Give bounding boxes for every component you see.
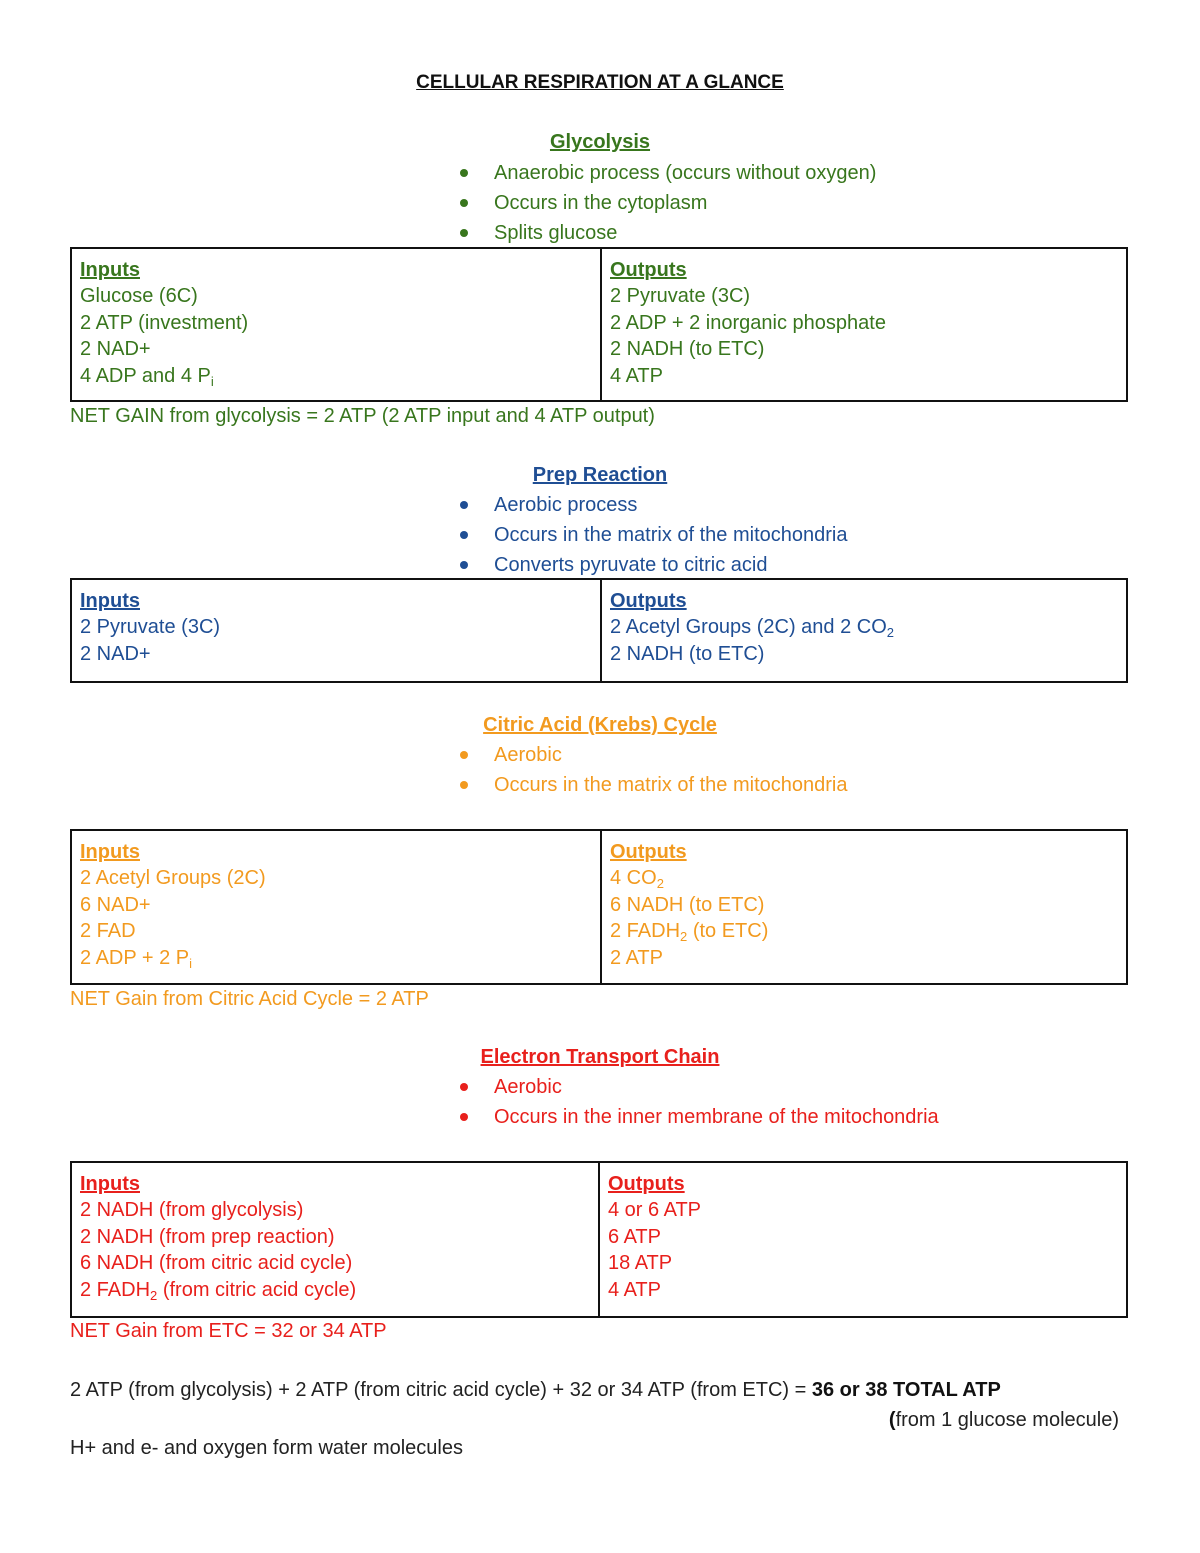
prep-table [70,578,1128,683]
output-row: 2 Acetyl Groups (2C) and 2 $CO_2$ [610,616,895,640]
bullet-icon [460,1113,468,1121]
water-note: H+ and e- and oxygen form water molecules [70,1437,463,1459]
input-row: 2 ATP (investment) [80,311,249,334]
total-atp-value: 36 or 38 TOTAL ATP [811,1379,1001,1401]
glycolysis-net-gain: NET GAIN from glycolysis = 2 ATP (2 ATP input and 4 ATP output) [70,405,655,427]
output-row: 2 Pyruvate (3C) [610,285,751,307]
etc-outputs-cell [600,1163,1126,1316]
output-row: 6 ATP [608,1225,661,1248]
inputs-header: Inputs [80,259,140,281]
glycolysis-bullet-list [460,158,876,248]
etc-bullet-list [460,1072,939,1132]
input-row: 2 NADH (from prep reaction) [80,1225,335,1248]
prep-heading: Prep Reaction [532,464,668,486]
input-row: 6 NAD+ [80,893,151,916]
output-row: 4 ATP [610,364,663,387]
bullet-icon [460,561,468,569]
subscript: 2 [656,876,664,891]
bullet-icon [460,781,468,789]
total-atp-summary [70,1379,1001,1402]
subscript: i [210,373,214,389]
output-row: 2 $FADH_2$ (to ETC) [610,920,769,944]
list-item: Aerobic process [460,490,847,520]
summary-glucose-note: (from 1 glucose molecule) [888,1409,1119,1431]
inputs-header: Inputs [80,841,140,863]
outputs-header: Outputs [608,1173,685,1195]
input-row: 2 Pyruvate (3C) [80,616,221,638]
glycolysis-table [70,247,1128,402]
bullet-icon [460,531,468,539]
output-row: 4 $CO_2$ [610,867,664,891]
subscript: 2 [150,1287,158,1303]
bullet-icon [460,1083,468,1091]
output-row: 4 or 6 ATP [608,1199,702,1221]
krebs-table [70,829,1128,985]
krebs-outputs-cell [602,831,1126,983]
prep-outputs-cell [602,580,1126,681]
etc-table [70,1161,1128,1318]
list-item: Aerobic [460,740,847,770]
glycolysis-outputs-cell [602,249,1126,400]
output-row: 2 ATP [610,946,663,969]
output-row: 2 ADP + 2 inorganic phosphate [610,311,886,334]
summary-text: 2 ATP (from glycolysis) + 2 ATP (from citric acid cycle) + 32 or 34 ATP (from ETC) = [70,1379,812,1401]
list-item: Occurs in the matrix of the mitochondria [460,520,847,550]
subscript: 2 [680,929,688,944]
bullet-icon [460,229,468,237]
bullet-icon [460,199,468,207]
etc-inputs-cell [72,1163,600,1316]
etc-net-gain: NET Gain from ETC = 32 or 34 ATP [70,1320,387,1342]
inputs-header: Inputs [80,590,140,612]
outputs-header: Outputs [610,590,687,612]
outputs-header: Outputs [610,841,687,863]
prep-bullet-list [460,490,847,580]
list-item: Converts pyruvate to citric acid [460,550,847,580]
bullet-icon [460,751,468,759]
glycolysis-inputs-cell [72,249,602,400]
input-row: 2 ADP + 2 $P_i$ [80,946,193,971]
krebs-bullet-list [460,740,847,800]
input-row: 2 NAD+ [80,338,151,360]
bullet-icon [460,501,468,509]
list-item: Anaerobic process (occurs without oxygen) [460,158,876,188]
subscript: i [189,955,193,971]
krebs-heading: Citric Acid (Krebs) Cycle [483,714,717,736]
prep-inputs-cell [72,580,602,681]
input-row: 2 NAD+ [80,642,151,665]
list-item: Occurs in the inner membrane of the mitochondria [460,1102,939,1132]
krebs-inputs-cell [72,831,602,983]
output-row: 2 NADH (to ETC) [610,642,765,665]
inputs-header: Inputs [80,1173,140,1195]
krebs-net-gain: NET Gain from Citric Acid Cycle = 2 ATP [70,988,429,1010]
list-item: Aerobic [460,1072,939,1102]
output-row: 4 ATP [608,1278,661,1301]
input-row: 2 Acetyl Groups (2C) [80,867,266,889]
input-row: 6 NADH (from citric acid cycle) [80,1252,353,1274]
list-item: Occurs in the matrix of the mitochondria [460,770,847,800]
output-row: 18 ATP [608,1252,673,1274]
input-row: 2 FAD [80,920,136,942]
outputs-header: Outputs [610,259,687,281]
input-row: Glucose (6C) [80,285,198,307]
input-row: 2 NADH (from glycolysis) [80,1199,304,1221]
input-row: 2 $FADH_2$ (from citric acid cycle) [80,1278,357,1303]
output-row: 2 NADH (to ETC) [610,338,765,360]
list-item: Splits glucose [460,218,876,248]
subscript: 2 [886,625,895,640]
page-title: CELLULAR RESPIRATION AT A GLANCE [416,72,784,93]
bullet-icon [460,169,468,177]
output-row: 6 NADH (to ETC) [610,893,765,916]
etc-heading: Electron Transport Chain [480,1046,720,1068]
input-row: 4 ADP and 4 $P_i$ [80,364,214,389]
glycolysis-heading: Glycolysis [549,131,651,153]
list-item: Occurs in the cytoplasm [460,188,876,218]
